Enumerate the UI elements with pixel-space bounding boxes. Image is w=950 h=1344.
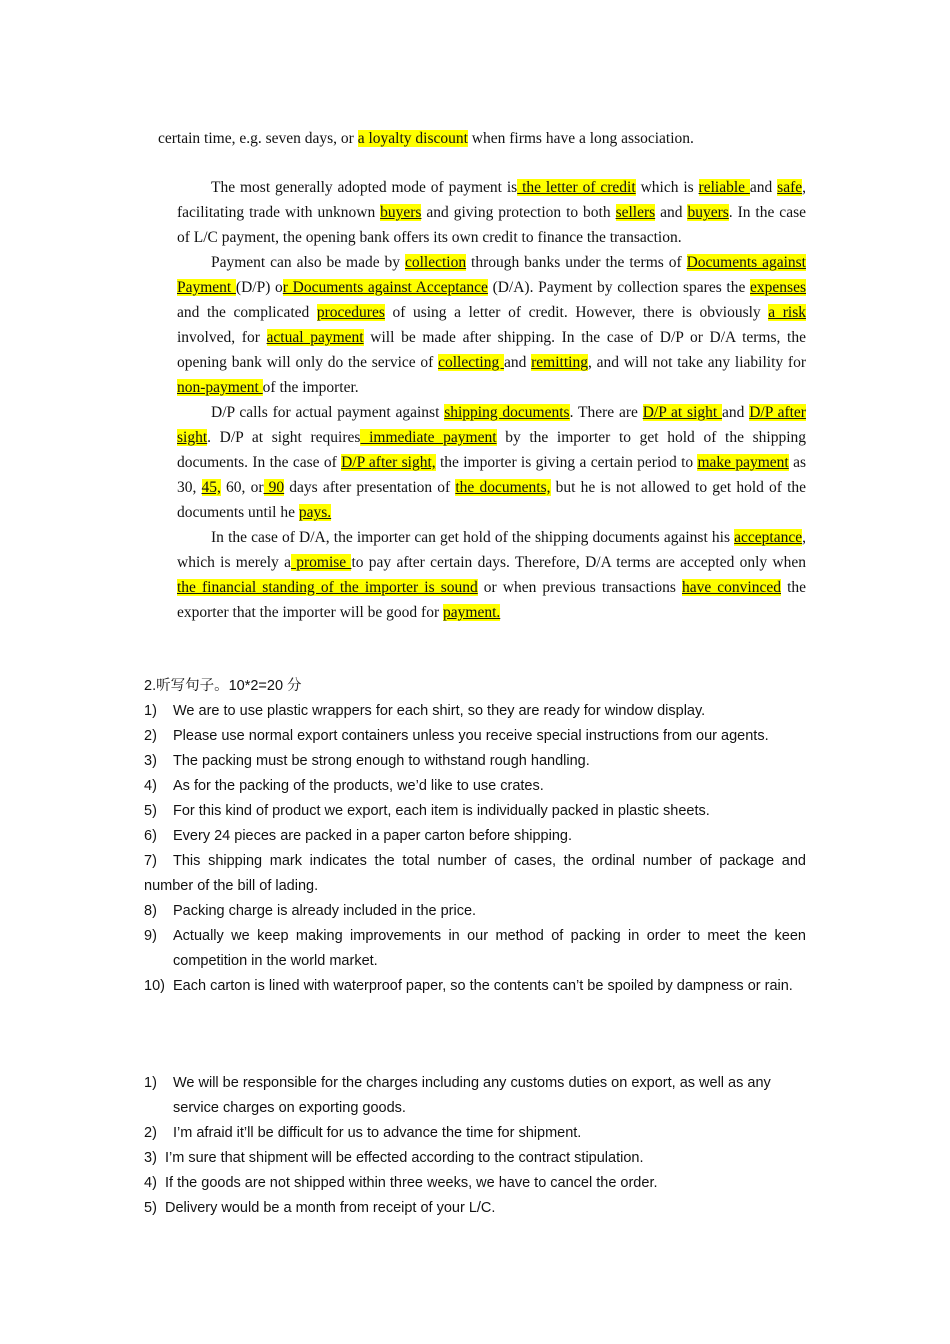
list-item [144,824,806,849]
list-item [144,974,806,999]
item-text: Actually we keep making improvements in our method of packing in order to meet the keen competition in the world market. [173,928,806,969]
highlighted-term: procedures [316,304,385,321]
highlighted-term: safe [777,179,803,196]
highlighted-term: pays. [298,504,332,521]
item-number: 1) [144,703,157,719]
list-item [144,724,806,749]
list-item [144,749,806,774]
highlighted-term: Documents against Payment [177,254,806,296]
text-run: and [655,204,688,221]
highlighted-term: the documents, [455,479,551,496]
item-number: 5) [144,1200,157,1216]
text-run: involved, for [177,329,267,346]
list-item [144,924,806,974]
paragraph-collection [177,250,806,400]
text-run: or when previous transactions [477,579,682,596]
text-run: when firms have a long association. [467,130,694,147]
highlighted-term: immediate payment [360,429,497,446]
list-item [144,1146,806,1171]
item-text: If the goods are not shipped within three weeks, we have to cancel the order. [165,1175,658,1191]
text-run: and the complicated [177,304,317,321]
item-number: 4) [144,778,157,794]
item-text: As for the packing of the products, we’d like to use crates. [173,778,544,794]
highlighted-term: r Documents against Acceptance [282,279,488,296]
shipment-sentences-section [144,1071,806,1221]
highlighted-term: remitting [531,354,588,371]
item-number: 3) [144,1150,157,1166]
text-run: , facilitating trade with unknown [177,179,806,221]
highlighted-term: non-payment [177,379,263,396]
highlighted-term: 45, [201,479,221,496]
continuation-line [158,126,858,151]
highlighted-term: reliable [698,179,750,196]
item-text: Each carton is lined with waterproof paper, so the contents can’t be spoiled by dampness or rain. [173,978,793,994]
list-item [144,799,806,824]
item-number: 2) [144,728,157,744]
highlighted-term: 90 [263,479,285,496]
text-run: and giving protection to both [421,204,616,221]
item-number: 6) [144,828,157,844]
list-item [144,899,806,924]
highlighted-term: buyers [687,204,729,221]
text-run: the exporter that the importer will be good for [177,579,807,621]
text-run: D/P calls for actual payment against [211,404,445,421]
text-run: The most generally adopted mode of payment is [211,179,518,196]
paragraph-dp-terms [177,400,806,525]
item-text: I’m afraid it’ll be difficult for us to advance the time for shipment. [173,1125,582,1141]
list-item [144,1071,806,1121]
text-run: Payment can also be made by [211,254,405,271]
text-run: but he is not allowed to get hold of the documents until he [177,479,807,521]
text-run: to pay after certain days. Therefore, D/A terms are accepted only when [351,554,806,571]
item-number: 10) [144,978,165,994]
highlighted-term: the letter of credit [517,179,636,196]
text-run: 60, or [220,479,264,496]
list-item [144,1171,806,1196]
highlighted-term: D/P after sight [177,404,806,446]
text-run: . D/P at sight requires [207,429,361,446]
text-run: as 30, [177,454,806,496]
paragraph-da-terms [177,525,806,625]
highlighted-term: D/P at sight [642,404,723,421]
sentence-list [144,699,806,999]
item-text: For this kind of product we export, each item is individually packed in plastic sheets. [173,803,710,819]
highlighted-term: actual payment [266,329,364,346]
sentence-list [144,1071,806,1221]
item-number: 4) [144,1175,157,1191]
list-item [144,849,806,899]
text-run: of using a letter of credit. However, there is obviously [384,304,769,321]
text-run: , which is merely a [177,529,806,571]
item-number: 1) [144,1075,157,1091]
item-text: Packing charge is already included in the price. [173,903,477,919]
highlighted-term: have convinced [681,579,781,596]
item-text: The packing must be strong enough to withstand rough handling. [173,753,590,769]
text-run: . There are [569,404,643,421]
text-run: certain time, e.g. seven days, or [158,130,358,147]
highlighted-term: promise [290,554,352,571]
highlighted-term: a risk [768,304,806,321]
item-text: We are to use plastic wrappers for each shirt, so they are ready for window display. [173,703,706,719]
item-number: 8) [144,903,157,919]
text-run: of the importer. [262,379,359,396]
highlighted-term: a loyalty discount [357,130,468,147]
text-run: (D/A). Payment by collection spares the [487,279,751,296]
text-run: and [749,179,778,196]
item-number: 3) [144,753,157,769]
highlighted-term: sellers [615,204,656,221]
item-number: 9) [144,928,157,944]
text-run: and [503,354,532,371]
item-text: This shipping mark indicates the total number of cases, the ordinal number of package and number of the bill of lading. [144,853,806,894]
highlighted-term: collection [404,254,467,271]
list-item [144,699,806,724]
text-run: days after presentation of [284,479,456,496]
item-text: Every 24 pieces are packed in a paper carton before shipping. [173,828,572,844]
item-text: Please use normal export containers unless you receive special instructions from our agents. [173,728,769,744]
highlighted-term: acceptance [734,529,803,546]
item-text: We will be responsible for the charges including any customs duties on export, as well as any service charges on exporting goods. [173,1075,771,1116]
dictation-section [144,674,806,999]
text-run: . In the case of L/C payment, the opening bank offers its own credit to finance the transaction. [177,204,806,246]
text-run: the importer is giving a certain period to [435,454,698,471]
text-run: will be made after shipping. In the case of D/P or D/A terms, the opening bank will only do the service of [177,329,806,371]
highlighted-term: payment. [443,604,501,621]
item-text: Delivery would be a month from receipt of your L/C. [165,1200,496,1216]
highlighted-term: collecting [438,354,504,371]
text-run: through banks under the terms of [466,254,687,271]
item-number: 5) [144,803,157,819]
highlighted-term: expenses [750,279,806,296]
highlighted-term: buyers [380,204,422,221]
item-number: 2) [144,1125,157,1141]
highlighted-term: make payment [697,454,789,471]
item-text: I’m sure that shipment will be effected according to the contract stipulation. [165,1150,644,1166]
item-number: 7) [144,853,157,869]
text-run: (D/P) o [235,279,283,296]
text-run: In the case of D/A, the importer can get hold of the shipping documents against his [211,529,735,546]
payment-passage [177,175,806,625]
highlighted-term: D/P after sight, [341,454,436,471]
text-run: , and will not take any liability for [587,354,806,371]
text-run: which is [635,179,699,196]
text-run: and [722,404,750,421]
text-run: by the importer to get hold of the shipping documents. In the case of [177,429,807,471]
highlighted-term: shipping documents [444,404,570,421]
paragraph-letter-of-credit [177,175,806,250]
section-title: 2.听写句子。10*2=20 分 [144,678,302,694]
list-item [144,774,806,799]
list-item [144,1196,806,1221]
list-item [144,1121,806,1146]
highlighted-term: the financial standing of the importer is sound [177,579,478,596]
